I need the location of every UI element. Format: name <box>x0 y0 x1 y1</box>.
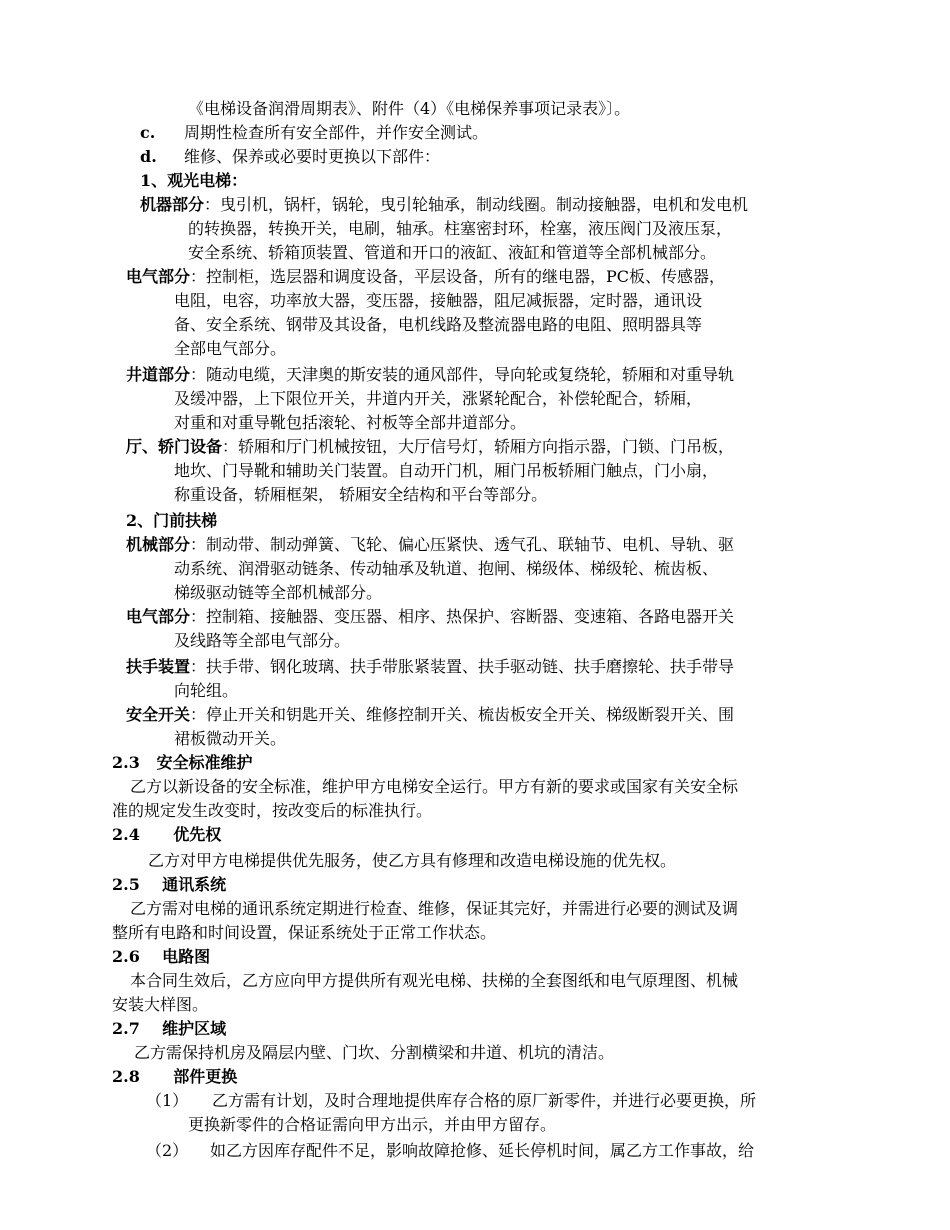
text-line: 备、安全系统、钢带及其设备，电机线路及整流器电路的电阻、照明器具等 <box>174 315 703 334</box>
text-line: 《电梯设备润滑周期表》、附件（4）《电梯保养事项记录表》〕。 <box>188 99 631 118</box>
list-marker: c. <box>140 123 156 142</box>
list-marker: d. <box>140 147 157 166</box>
paragraph-line: 乙方对甲方电梯提供优先服务，使乙方具有修理和改造电梯设施的优先权。 <box>148 851 677 870</box>
subheading: 2、门前扶梯 <box>126 511 218 530</box>
text-line: 对重和对重导靴包括滚轮、衬板等全部井道部分。 <box>174 413 527 432</box>
text-line: 称重设备，轿厢框架， 轿厢安全结构和平台等部分。 <box>174 485 548 504</box>
item-number: （1） <box>146 1091 189 1110</box>
text-line: 井道部分：随动电缆，天津奥的斯安装的通风部件，导向轮或复绕轮，轿厢和对重导轨 <box>126 365 735 384</box>
numbered-item-1: （1） 乙方需有计划，及时合理地提供库存合格的原厂新零件，并进行必要更换，所 <box>146 1091 757 1110</box>
list-item-d: d. 维修、保养或必要时更换以下部件： <box>140 147 441 166</box>
numbered-item-2: （2） 如乙方因库存配件不足，影响故障抢修、延长停机时间，属乙方工作事故，给 <box>146 1141 755 1160</box>
text-line: 地坎、门导靴和辅助关门装置。自动开门机，厢门吊板轿厢门触点，门小扇， <box>174 461 719 480</box>
text-line: 向轮组。 <box>174 681 239 700</box>
text-line: 的转换器，转换开关，电刷，轴承。柱塞密封环，栓塞，液压阀门及液压泵， <box>188 219 733 238</box>
paragraph-line: 乙方以新设备的安全标准，维护甲方电梯安全运行。甲方有新的要求或国家有关安全标 <box>130 777 739 796</box>
item-number: （2） <box>146 1141 189 1160</box>
item-label: 电气部分 <box>126 267 191 286</box>
text-line: 电气部分：控制箱、接触器、变压器、相序、热保护、容断器、变速箱、各路电器开关 <box>126 607 735 626</box>
text-line: 安全开关：停止开关和钥匙开关、维修控制开关、梳齿板安全开关、梯级断裂开关、围 <box>126 705 735 724</box>
item-label: 电气部分 <box>126 607 191 626</box>
item-label: 井道部分 <box>126 365 191 384</box>
paragraph-line: 本合同生效后，乙方应向甲方提供所有观光电梯、扶梯的全套图纸和电气原理图、机械 <box>130 971 739 990</box>
text-line: 安全系统、轿箱顶装置、管道和开口的液缸、液缸和管道等全部机械部分。 <box>188 243 717 262</box>
text-line: 动系统、润滑驱动链条、传动轴承及轨道、抱闸、梯级体、梯级轮、梳齿板、 <box>174 559 719 578</box>
section-heading-2-4: 2.4 优先权 <box>112 825 222 844</box>
paragraph-line: 乙方需对电梯的通讯系统定期进行检查、维修，保证其完好，并需进行必要的测试及调 <box>130 899 739 918</box>
item-label: 厅、轿门设备 <box>126 437 223 456</box>
item-label: 机器部分 <box>140 195 205 214</box>
text-line: 全部电气部分。 <box>174 339 287 358</box>
list-item-c: c. 周期性检查所有安全部件，并作安全测试。 <box>140 123 489 142</box>
paragraph-line: 安装大样图。 <box>112 995 209 1014</box>
text-line: 扶手装置：扶手带、钢化玻璃、扶手带胀紧装置、扶手驱动链、扶手磨擦轮、扶手带导 <box>126 657 735 676</box>
text-line: 及缓冲器，上下限位开关，井道内开关，涨紧轮配合，补偿轮配合，轿厢， <box>174 389 703 408</box>
text-line: 电阻，电容，功率放大器，变压器，接触器，阻尼减振器，定时器，通讯设 <box>174 291 703 310</box>
section-heading-2-6: 2.6 电路图 <box>112 947 211 966</box>
section-heading-2-7: 2.7 维护区域 <box>112 1019 227 1038</box>
text-line: 更换新零件的合格证需向甲方出示，并由甲方留存。 <box>188 1115 557 1134</box>
item-label: 安全开关 <box>126 705 191 724</box>
text-line: 及线路等全部电气部分。 <box>174 631 351 650</box>
text-line: 裙板微动开关。 <box>174 729 287 748</box>
paragraph-line: 整所有电路和时间设置，保证系统处于正常工作状态。 <box>112 923 497 942</box>
text-line: 电气部分：控制柜，选层器和调度设备，平层设备，所有的继电器，PC板、传感器， <box>126 267 726 286</box>
paragraph-line: 准的规定发生改变时，按改变后的标准执行。 <box>112 801 433 820</box>
section-heading-2-5: 2.5 通讯系统 <box>112 875 227 894</box>
paragraph-line: 乙方需保持机房及隔层内壁、门坎、分割横梁和井道、机坑的清洁。 <box>134 1043 615 1062</box>
section-heading-2-8: 2.8 部件更换 <box>112 1067 238 1086</box>
subheading: 1、观光电梯： <box>140 171 248 190</box>
text-line: 机器部分：曳引机，锅杆，锅轮，曳引轮轴承，制动线圈。制动接触器，电机和发电机 <box>140 195 749 214</box>
item-label: 机械部分 <box>126 535 191 554</box>
text-line: 机械部分：制动带、制动弹簧、飞轮、偏心压紧快、透气孔、联轴节、电机、导轨、驱 <box>126 535 735 554</box>
section-heading-2-3: 2.3 安全标准维护 <box>112 753 253 772</box>
text-line: 梯级驱动链等全部机械部分。 <box>174 583 383 602</box>
item-label: 扶手装置 <box>126 657 191 676</box>
text-line: 厅、轿门设备：轿厢和厅门机械按钮，大厅信号灯，轿厢方向指示器，门锁、门吊板， <box>126 437 735 456</box>
